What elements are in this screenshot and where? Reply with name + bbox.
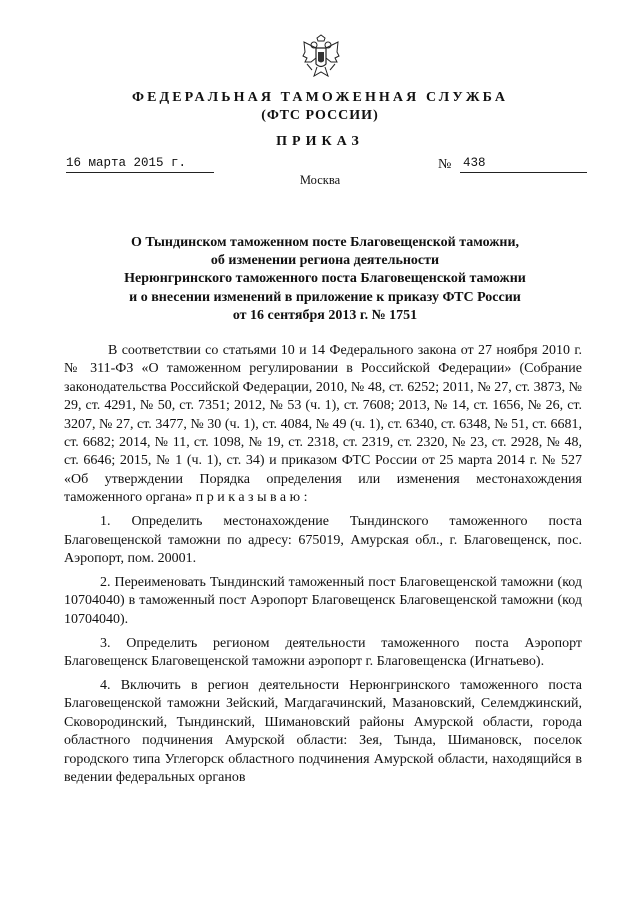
order-number-field: 438 [460, 156, 587, 173]
order-item-1: 1. Определить местонахождение Тындинского таможенного поста Благовещенской таможни по адресу: 675019, Амурская обл., г. Благовещенск, пос. Аэропорт, пом. 20001. [64, 514, 582, 566]
order-date-field: 16 марта 2015 г. [66, 156, 214, 173]
preamble-paragraph [64, 342, 582, 508]
title-line: и о внесении изменений в приложение к приказу ФТС России [129, 289, 521, 305]
order-title [60, 234, 590, 325]
title-line: Нерюнгринского таможенного поста Благовещенской таможни [124, 271, 526, 287]
title-line: об изменении региона деятельности [210, 253, 440, 269]
order-body [64, 342, 582, 793]
number-sign: № [438, 157, 452, 172]
document-type: ПРИКАЗ [276, 134, 364, 149]
order-word: приказываю: [195, 490, 311, 506]
city-label: Москва [299, 173, 341, 187]
order-item-3: 3. Определить регионом деятельности таможенного поста Аэропорт Благовещенск Благовещенской таможни аэропорт г. Благовещенска (Игнатьево). [64, 635, 582, 669]
preamble-text: В соответствии со статьями 10 и 14 Федерального закона от 27 ноября 2010 г. № 311-ФЗ «О таможенном регулировании в Российской Федерации» (Собрание законодательства Российской Федерации, 2010, № 48, ст. 6252; 2011, № 27, ст. 3873, № 29, ст. 4291, № 50, ст. 7351; 2012, № 53 (ч. 1), ст. 7608; 2013, № 14, ст. 1656, № 26, ст. 3207, № 27, ст. 3477, № 30 (ч. 1), ст. 4084, № 49 (ч. 1), ст. 6340, ст. 6348, № 51, ст. 6681, ст. 6682; 2014, № 11, ст. 1098, № 19, ст. 2318, ст. 2319, ст. 2320, № 23, ст. 2928, № 48, ст. 6646; 2015, № 1 (ч. 1), ст. 34) и приказом ФТС России от 25 марта 2014 г. № 527 «Об утверждении Порядка определения или изменения местонахождения таможенного органа» [64, 343, 582, 506]
coat-of-arms-emblem [302, 34, 340, 80]
organization-abbr: (ФТС РОССИИ) [261, 108, 379, 123]
order-number-group [438, 155, 486, 173]
order-item-4: 4. Включить в регион деятельности Нерюнгринского таможенного поста Благовещенской таможни Зейский, Магдагачинский, Мазановский, Селемджинский, Сковородинский, Тындинский, Шимановский районы Амурской области, города областного подчинения Амурской области: Зея, Тында, Шимановск, поселок городского типа Углегорск областного подчинения Амурской области, находящийся в ведении федеральных органов [64, 677, 582, 785]
title-line: от 16 сентября 2013 г. № 1751 [232, 307, 418, 323]
title-line: О Тындинском таможенном посте Благовещенской таможни, [130, 235, 520, 250]
order-item-2: 2. Переименовать Тындинский таможенный пост Благовещенской таможни (код 10704040) в таможенный пост Аэропорт Благовещенск Благовещенской таможни (код 10704040). [64, 574, 582, 627]
organization-name: ФЕДЕРАЛЬНАЯ ТАМОЖЕННАЯ СЛУЖБА [131, 90, 509, 105]
